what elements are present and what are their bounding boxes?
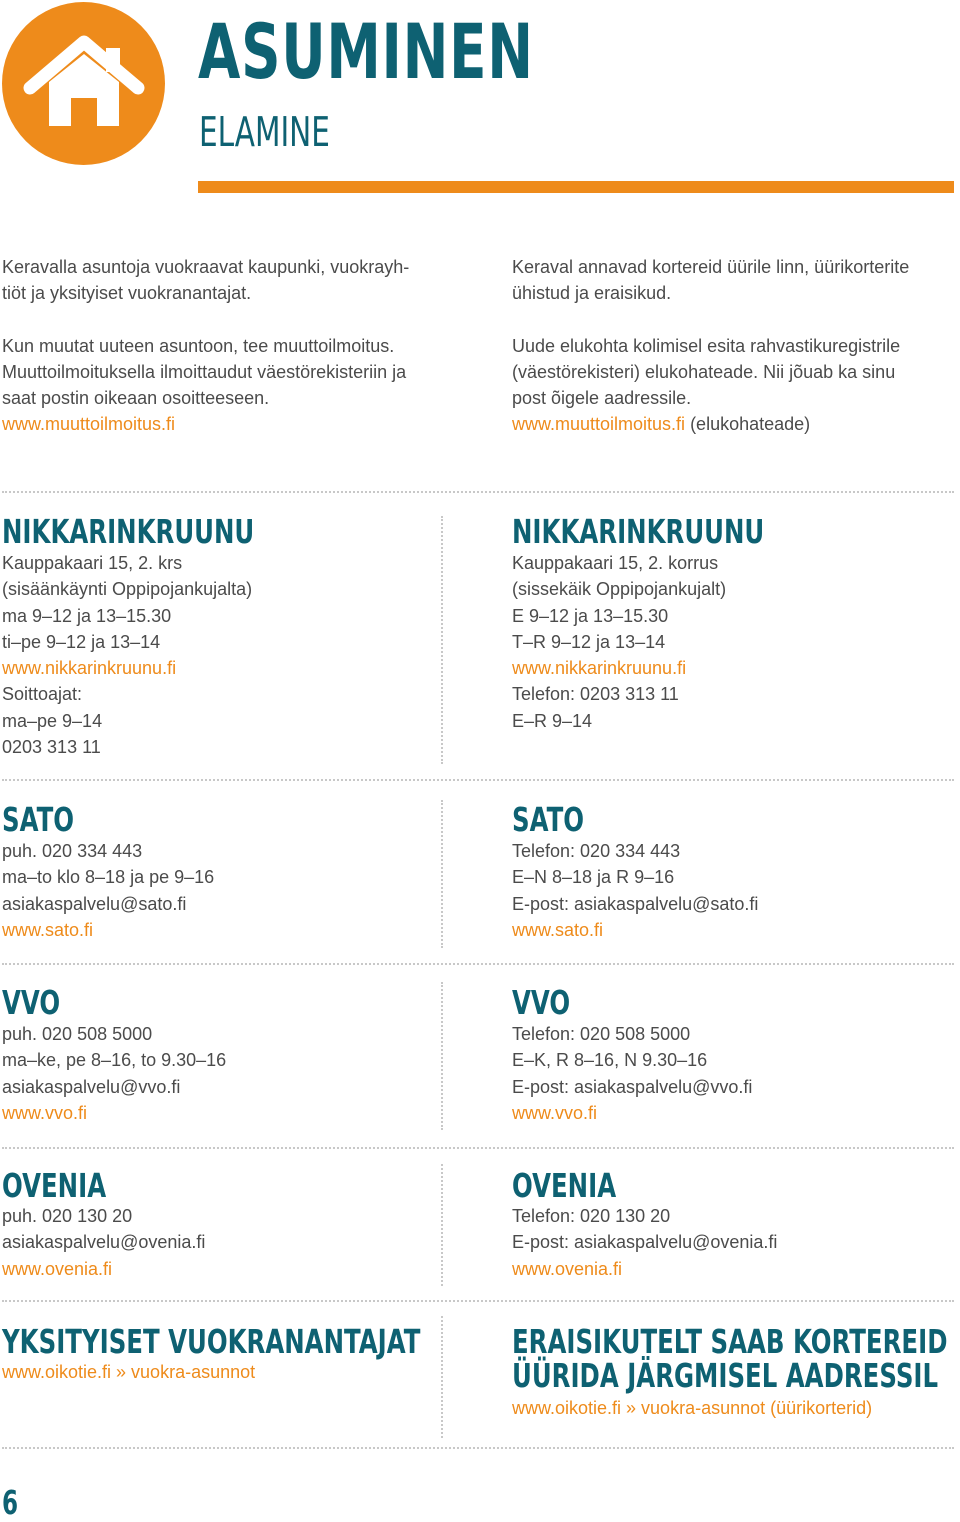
muuttoilmoitus-link-et[interactable]: www.muuttoilmoitus.fi xyxy=(512,414,686,435)
detail-line: E–K, R 8–16, N 9.30–16 xyxy=(512,1050,708,1071)
detail-line: asiakaspalvelu@ovenia.fi xyxy=(2,1232,206,1253)
link-suffix: (elukohateade) xyxy=(685,414,811,435)
intro-fi-p2-line: saat postin oikeaan osoitteeseen. xyxy=(2,388,270,409)
column-divider xyxy=(441,982,443,1130)
nikkarinkruunu-fi-details xyxy=(2,550,252,760)
nikkarinkruunu-et-details xyxy=(512,550,726,734)
detail-line: E–R 9–14 xyxy=(512,710,593,731)
nikkarinkruunu-link-et[interactable]: www.nikkarinkruunu.fi xyxy=(512,658,687,679)
private-fi-details xyxy=(2,1359,255,1385)
detail-line: E 9–12 ja 13–15.30 xyxy=(512,605,669,626)
house-icon xyxy=(2,2,165,165)
detail-line: Telefon: 0203 313 11 xyxy=(512,684,679,705)
muuttoilmoitus-link[interactable]: www.muuttoilmoitus.fi xyxy=(2,414,176,435)
house-logo xyxy=(2,2,165,165)
intro-fi-p2-line: Kun muutat uuteen asuntoon, tee muuttoilmoitus. xyxy=(2,335,395,356)
intro-fi xyxy=(2,254,442,438)
detail-line: Soittoajat: xyxy=(2,684,83,705)
divider xyxy=(2,1300,954,1302)
detail-line: (sisäänkäynti Oppipojankujalta) xyxy=(2,579,253,600)
detail-line: (sissekäik Oppipojankujalt) xyxy=(512,579,727,600)
section-heading-sato: SATO xyxy=(2,800,75,839)
ovenia-et-details xyxy=(512,1203,777,1282)
divider xyxy=(2,1447,954,1449)
section-heading-vvo-et: VVO xyxy=(512,983,571,1022)
detail-line: ma–pe 9–14 xyxy=(2,710,103,731)
detail-line: E-post: asiakaspalvelu@sato.fi xyxy=(512,893,759,914)
detail-line: E-post: asiakaspalvelu@vvo.fi xyxy=(512,1076,753,1097)
oikotie-link[interactable]: www.oikotie.fi » vuokra-asunnot xyxy=(2,1362,256,1382)
detail-line: Kauppakaari 15, 2. korrus xyxy=(512,553,719,573)
oikotie-link-et[interactable]: www.oikotie.fi » vuokra-asunnot (üürikorterid) xyxy=(512,1398,873,1418)
divider xyxy=(2,1147,954,1149)
sato-link-et[interactable]: www.sato.fi xyxy=(512,919,604,940)
column-divider xyxy=(441,1316,443,1438)
detail-line: asiakaspalvelu@sato.fi xyxy=(2,893,187,914)
detail-line: Telefon: 020 334 443 xyxy=(512,841,681,861)
section-heading-private-et-line2: ÜÜRIDA JÄRGMISEL AADRESSIL xyxy=(512,1356,939,1395)
intro-fi-p2-line: Muuttoilmoituksella ilmoittaudut väestörekisteriin ja xyxy=(2,361,407,382)
section-heading-ovenia: OVENIA xyxy=(2,1166,107,1205)
intro-et-p2-line: post õigele aadressile. xyxy=(512,388,692,409)
detail-line: E–N 8–18 ja R 9–16 xyxy=(512,867,675,888)
detail-line: asiakaspalvelu@vvo.fi xyxy=(2,1076,181,1097)
detail-line: puh. 020 334 443 xyxy=(2,841,143,861)
vvo-link[interactable]: www.vvo.fi xyxy=(2,1102,88,1123)
detail-line: E-post: asiakaspalvelu@ovenia.fi xyxy=(512,1232,778,1253)
column-divider xyxy=(441,1164,443,1286)
intro-fi-p1-line: Keravalla asuntoja vuokraavat kaupunki, vuokrayh- xyxy=(2,257,410,277)
ovenia-link-et[interactable]: www.ovenia.fi xyxy=(512,1258,623,1279)
intro-et-p2-line: Uude elukohta kolimisel esita rahvastikuregistrile xyxy=(512,335,901,356)
divider xyxy=(2,963,954,965)
intro-et-p1-line: Keraval annavad kortereid üürile linn, üürikorterite xyxy=(512,257,910,277)
vvo-link-et[interactable]: www.vvo.fi xyxy=(512,1102,598,1123)
divider xyxy=(2,491,954,493)
column-divider xyxy=(441,516,443,764)
private-et-details xyxy=(512,1395,872,1421)
section-heading-private-et: ERAISIKUTELT SAAB KORTEREID xyxy=(512,1322,948,1361)
detail-line: 0203 313 11 xyxy=(2,737,101,758)
section-heading-ovenia-et: OVENIA xyxy=(512,1166,617,1205)
detail-line: ma 9–12 ja 13–15.30 xyxy=(2,605,172,626)
detail-line: T–R 9–12 ja 13–14 xyxy=(512,631,666,652)
page-title: ASUMINEN xyxy=(198,7,534,96)
detail-line: ti–pe 9–12 ja 13–14 xyxy=(2,631,161,652)
section-heading-nikkarinkruunu: NIKKARINKRUUNU xyxy=(2,512,255,551)
column-divider xyxy=(441,800,443,948)
header-divider xyxy=(198,181,954,193)
divider xyxy=(2,779,954,781)
ovenia-fi-details xyxy=(2,1203,205,1282)
section-heading-vvo: VVO xyxy=(2,983,61,1022)
detail-line: Kauppakaari 15, 2. krs xyxy=(2,553,183,573)
page-number: 6 xyxy=(2,1483,19,1522)
detail-line: puh. 020 508 5000 xyxy=(2,1024,153,1044)
sato-et-details xyxy=(512,838,758,943)
vvo-et-details xyxy=(512,1021,752,1126)
intro-et xyxy=(512,254,952,438)
detail-line: Telefon: 020 130 20 xyxy=(512,1206,671,1226)
detail-line: Telefon: 020 508 5000 xyxy=(512,1024,691,1044)
intro-et-p1-line: ühistud ja eraisikud. xyxy=(512,283,672,304)
sato-fi-details xyxy=(2,838,214,943)
sato-link[interactable]: www.sato.fi xyxy=(2,919,94,940)
detail-line: puh. 020 130 20 xyxy=(2,1206,133,1226)
intro-fi-p1-line: tiöt ja yksityiset vuokranantajat. xyxy=(2,283,252,304)
detail-line: ma–to klo 8–18 ja pe 9–16 xyxy=(2,867,215,888)
section-heading-sato-et: SATO xyxy=(512,800,585,839)
intro-et-p2-line: (väestörekisteri) elukohateade. Nii jõuab ka sinu xyxy=(512,361,896,382)
page-subtitle: ELAMINE xyxy=(199,108,330,156)
ovenia-link[interactable]: www.ovenia.fi xyxy=(2,1258,113,1279)
section-heading-private: YKSITYISET VUOKRANANTAJAT xyxy=(2,1322,421,1361)
section-heading-nikkarinkruunu-et: NIKKARINKRUUNU xyxy=(512,512,765,551)
vvo-fi-details xyxy=(2,1021,226,1126)
detail-line: ma–ke, pe 8–16, to 9.30–16 xyxy=(2,1050,227,1071)
nikkarinkruunu-link[interactable]: www.nikkarinkruunu.fi xyxy=(2,658,177,679)
